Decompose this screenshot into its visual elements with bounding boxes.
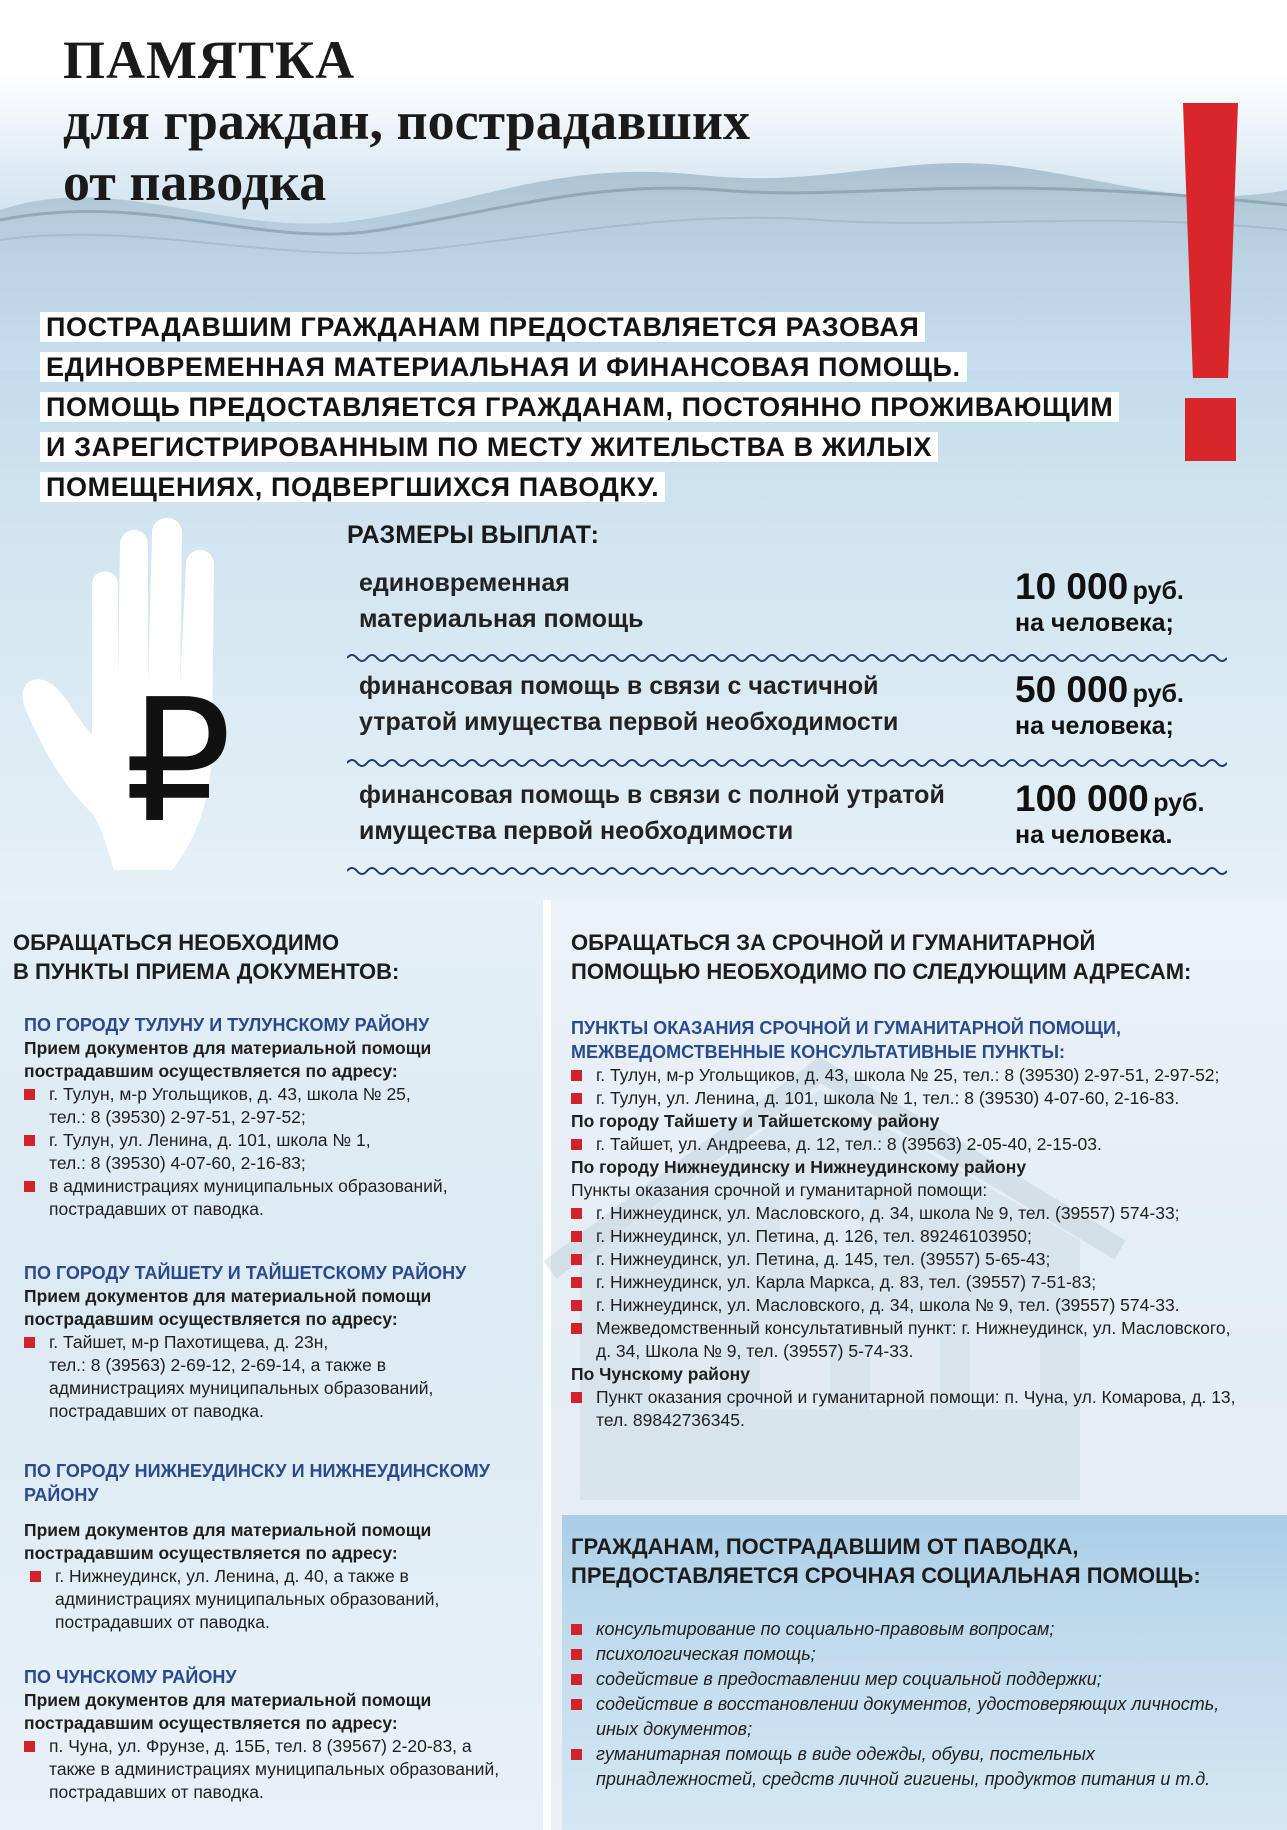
- list-item: г. Тайшет, м-р Пахотищева, д. 23н, тел.: 8 (39563) 2-69-12, 2-69-14, а также в администрациях муниципальных образований, пострадавших от паводка.: [24, 1331, 534, 1423]
- section-title: ПО ЧУНСКОМУ РАЙОНУ: [24, 1667, 237, 1687]
- list-item: Межведомственный консультативный пункт: г. Нижнеудинск, ул. Масловского, д. 34, Школа № 9, тел. (39557) 5-74-33.: [571, 1317, 1271, 1363]
- list-item: г. Тайшет, ул. Андреева, д. 12, тел.: 8 (39563) 2-05-40, 2-15-03.: [571, 1133, 1271, 1156]
- chuna-section: ПО ЧУНСКОМУ РАЙОНУ Прием документов для материальной помощи пострадавшим осуществляется по адресу: п. Чуна, ул. Фрунзе, д. 15Б, тел. 8 (39567) 2-20-83, а также в администрациях муниципальных образований, пострадавших от паводка.: [24, 1665, 544, 1804]
- intro-line-3: ПОМОЩЬ ПРЕДОСТАВЛЯЕТСЯ ГРАЖДАНАМ, ПОСТОЯННО ПРОЖИВАЮЩИМ: [40, 392, 1119, 422]
- list-item: гуманитарная помощь в виде одежды, обуви, постельных принадлежностей, средств личной гигиены, продуктов питания и т.д.: [571, 1742, 1271, 1792]
- subsection-title: По Чунскому району: [571, 1364, 750, 1384]
- list-item: в администрациях муниципальных образований, пострадавших от паводка.: [24, 1175, 534, 1221]
- payments-title: РАЗМЕРЫ ВЫПЛАТ:: [347, 521, 599, 549]
- list-item: г. Тулун, ул. Ленина, д. 101, школа № 1, тел.: 8 (39530) 4-07-60, 2-16-83.: [571, 1087, 1271, 1110]
- title-line-2: для граждан, пострадавших: [63, 91, 750, 151]
- payment-amount: 50 000 руб. на человека;: [1015, 669, 1184, 740]
- list-item: г. Нижнеудинск, ул. Карла Маркса, д. 83, тел. (39557) 7-51-83;: [571, 1271, 1271, 1294]
- intro-line-4: И ЗАРЕГИСТРИРОВАННЫМ ПО МЕСТУ ЖИТЕЛЬСТВА В ЖИЛЫХ: [40, 432, 938, 462]
- wavy-divider: [347, 652, 1227, 664]
- intro-text: [40, 307, 1180, 507]
- list-item: консультирование по социально-правовым вопросам;: [571, 1617, 1271, 1642]
- list-item: г. Нижнеудинск, ул. Петина, д. 145, тел. (39557) 5-65-43;: [571, 1248, 1271, 1271]
- list-item: содействие в предоставлении мер социальной поддержки;: [571, 1667, 1271, 1692]
- payment-desc: финансовая помощь в связи с частичной утратой имущества первой необходимости: [359, 672, 899, 736]
- intro-line-1: ПОСТРАДАВШИМ ГРАЖДАНАМ ПРЕДОСТАВЛЯЕТСЯ РАЗОВАЯ: [40, 312, 925, 342]
- wavy-divider: [347, 757, 1227, 769]
- ruble-symbol: ₽: [123, 669, 233, 857]
- hand-ruble-icon: [22, 515, 277, 875]
- header-banner: [0, 0, 1287, 900]
- list-item: г. Тулун, м-р Угольщиков, д. 43, школа № 25, тел.: 8 (39530) 2-97-51, 2-97-52;: [24, 1083, 534, 1129]
- social-heading: ГРАЖДАНАМ, ПОСТРАДАВШИМ ОТ ПАВОДКА, ПРЕДОСТАВЛЯЕТСЯ СРОЧНАЯ СОЦИАЛЬНАЯ ПОМОЩЬ:: [571, 1534, 1201, 1588]
- list-item: г. Тулун, ул. Ленина, д. 101, школа № 1, тел.: 8 (39530) 4-07-60, 2-16-83;: [24, 1129, 534, 1175]
- subsection-title: По городу Нижнеудинску и Нижнеудинскому району: [571, 1157, 1027, 1177]
- list-item: г. Нижнеудинск, ул. Масловского, д. 34, школа № 9, тел. (39557) 574-33;: [571, 1202, 1271, 1225]
- list-item: г. Нижнеудинск, ул. Масловского, д. 34, школа № 9, тел. (39557) 574-33.: [571, 1294, 1271, 1317]
- title-line-3: от паводка: [63, 152, 327, 212]
- list-item: г. Тулун, м-р Угольщиков, д. 43, школа № 25, тел.: 8 (39530) 2-97-51, 2-97-52;: [571, 1064, 1271, 1087]
- payment-amount: 10 000 руб. на человека;: [1015, 566, 1184, 637]
- aid-points-section: ПУНКТЫ ОКАЗАНИЯ СРОЧНОЙ И ГУМАНИТАРНОЙ ПОМОЩИ, МЕЖВЕДОМСТВЕННЫЕ КОНСУЛЬТАТИВНЫЕ ПУНКТЫ: г. Тулун, м-р Угольщиков, д. 43, школа № 25, тел.: 8 (39530) 2-97-51, 2-97-52; г. Тулун, ул. Ленина, д. 101, школа № 1, тел.: 8 (39530) 4-07-60, 2-16-83. По городу Тайшету и Тайшетскому району г. Тайшет, ул. Андреева, д. 12, тел.: 8 (39563) 2-05-40, 2-15-03. По городу Нижнеудинску и Нижнеудинскому району Пункты оказания срочной и гуманитарной помощи: г. Нижнеудинск, ул. Масловского, д. 34, школа № 9, тел. (39557) 574-33; г. Нижнеудинск, ул. Петина, д. 126, тел. 89246103950; г. Нижнеудинск, ул. Петина, д. 145, тел. (39557) 5-65-43; г. Нижнеудинск, ул. Карла Маркса, д. 83, тел. (39557) 7-51-83; г. Нижнеудинск, ул. Масловского, д. 34, школа № 9, тел. (39557) 574-33. Межведомственный консультативный пункт: г. Нижнеудинск, ул. Масловского, д. 34, Школа № 9, тел. (39557) 5-74-33. По Чунскому району Пункт оказания срочной и гуманитарной помощи: п. Чуна, ул. Комарова, д. 13, тел. 89842736345.: [571, 1016, 1271, 1432]
- section-title: ПО ГОРОДУ НИЖНЕУДИНСКУ И НИЖНЕУДИНСКОМУ РАЙОНУ: [24, 1461, 490, 1505]
- section-title: ПО ГОРОДУ ТУЛУНУ И ТУЛУНСКОМУ РАЙОНУ: [24, 1015, 430, 1035]
- social-help-list: [571, 1617, 1271, 1792]
- list-item: психологическая помощь;: [571, 1642, 1271, 1667]
- payment-desc: единовременная материальная помощь: [359, 569, 644, 633]
- intro-line-5: ПОМЕЩЕНИЯХ, ПОДВЕРГШИХСЯ ПАВОДКУ.: [40, 472, 665, 502]
- page-title: [63, 30, 750, 213]
- list-item: г. Нижнеудинск, ул. Ленина, д. 40, а также в администрациях муниципальных образований, пострадавших от паводка.: [30, 1565, 544, 1634]
- payment-amount: 100 000 руб. на человека.: [1015, 778, 1205, 849]
- list-item: п. Чуна, ул. Фрунзе, д. 15Б, тел. 8 (39567) 2-20-83, а также в администрациях муниципальных образований, пострадавших от паводка.: [24, 1735, 544, 1804]
- list-item: г. Нижнеудинск, ул. Петина, д. 126, тел. 89246103950;: [571, 1225, 1271, 1248]
- intro-line-2: ЕДИНОВРЕМЕННАЯ МАТЕРИАЛЬНАЯ И ФИНАНСОВАЯ ПОМОЩЬ.: [40, 352, 967, 382]
- list-item: содействие в восстановлении документов, удостоверяющих личность, иных документов;: [571, 1692, 1271, 1742]
- title-line-1: ПАМЯТКА: [63, 30, 356, 90]
- tulun-section: ПО ГОРОДУ ТУЛУНУ И ТУЛУНСКОМУ РАЙОНУ Прием документов для материальной помощи пострадавшим осуществляется по адресу: г. Тулун, м-р Угольщиков, д. 43, школа № 25, тел.: 8 (39530) 2-97-51, 2-97-52; г. Тулун, ул. Ленина, д. 101, школа № 1, тел.: 8 (39530) 4-07-60, 2-16-83; в администрациях муниципальных образований, пострадавших от паводка.: [24, 1013, 534, 1221]
- list-item: Пункт оказания срочной и гуманитарной помощи: п. Чуна, ул. Комарова, д. 13, тел. 89842736345.: [571, 1386, 1271, 1432]
- exclamation-dot-icon: [1185, 398, 1236, 461]
- subsection-title: По городу Тайшету и Тайшетскому району: [571, 1111, 940, 1131]
- left-heading: ОБРАЩАТЬСЯ НЕОБХОДИМО В ПУНКТЫ ПРИЕМА ДОКУМЕНТОВ:: [13, 930, 400, 984]
- section-title: ПУНКТЫ ОКАЗАНИЯ СРОЧНОЙ И ГУМАНИТАРНОЙ ПОМОЩИ, МЕЖВЕДОМСТВЕННЫЕ КОНСУЛЬТАТИВНЫЕ ПУНКТЫ:: [571, 1018, 1121, 1062]
- right-heading: ОБРАЩАТЬСЯ ЗА СРОЧНОЙ И ГУМАНИТАРНОЙ ПОМОЩЬЮ НЕОБХОДИМО ПО СЛЕДУЮЩИМ АДРЕСАМ:: [571, 930, 1192, 984]
- nizhneudinsk-section: ПО ГОРОДУ НИЖНЕУДИНСКУ И НИЖНЕУДИНСКОМУ РАЙОНУ Прием документов для материальной помощи пострадавшим осуществляется по адресу: г. Нижнеудинск, ул. Ленина, д. 40, а также в администрациях муниципальных образований, пострадавших от паводка.: [24, 1459, 544, 1634]
- payment-desc: финансовая помощь в связи с полной утратой имущества первой необходимости: [359, 781, 945, 845]
- wavy-divider: [347, 865, 1227, 877]
- section-title: ПО ГОРОДУ ТАЙШЕТУ И ТАЙШЕТСКОМУ РАЙОНУ: [24, 1263, 467, 1283]
- taishet-section: ПО ГОРОДУ ТАЙШЕТУ И ТАЙШЕТСКОМУ РАЙОНУ Прием документов для материальной помощи пострадавшим осуществляется по адресу: г. Тайшет, м-р Пахотищева, д. 23н, тел.: 8 (39563) 2-69-12, 2-69-14, а также в администрациях муниципальных образований, пострадавших от паводка.: [24, 1261, 534, 1423]
